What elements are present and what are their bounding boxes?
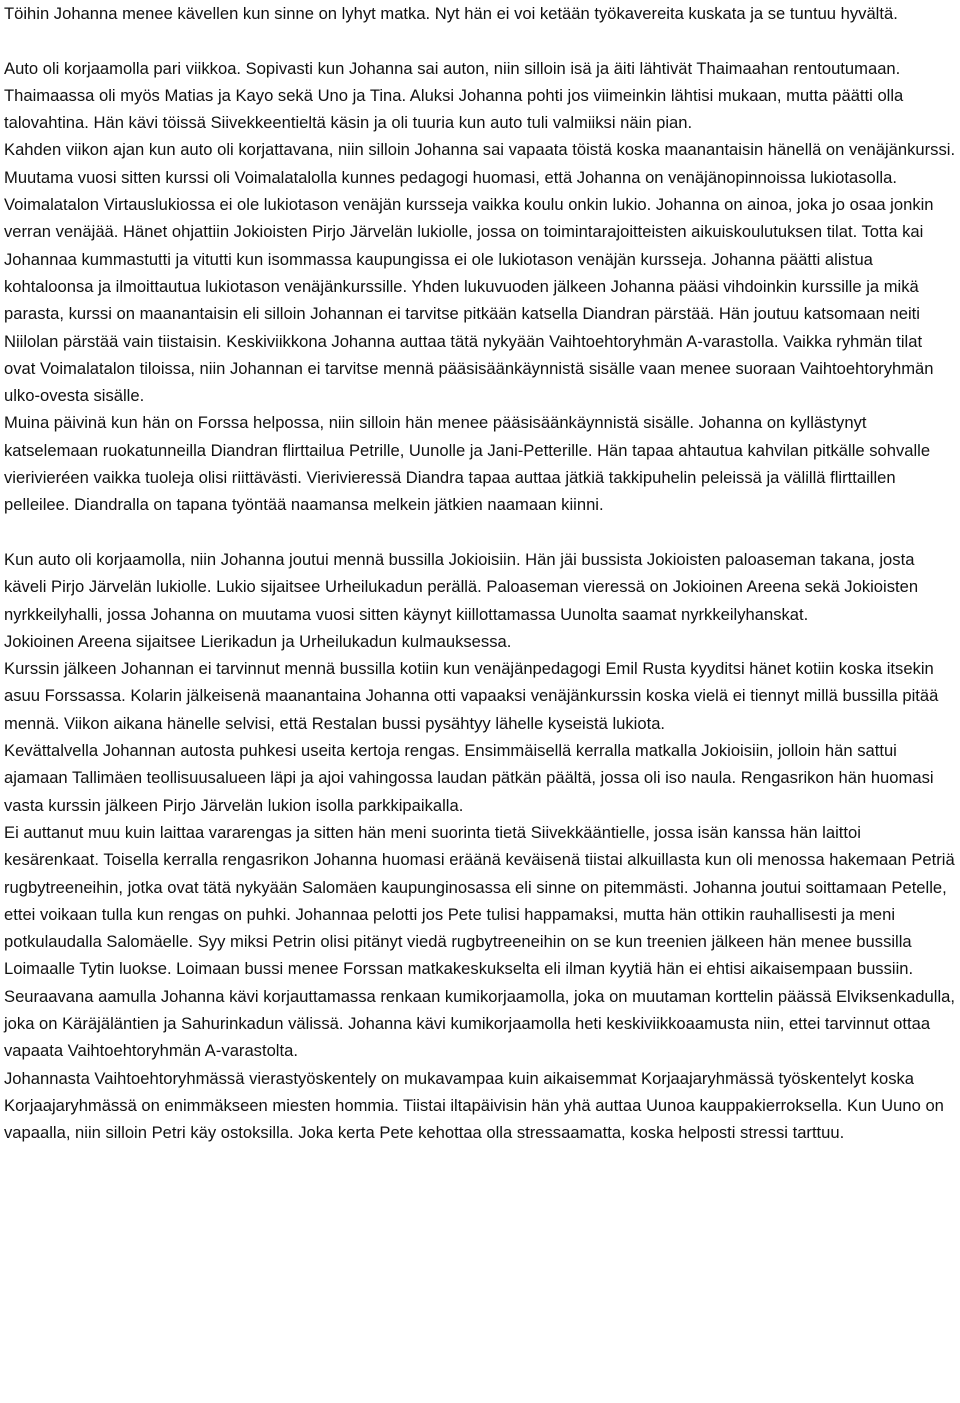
- paragraph-other-days: Muina päivinä kun hän on Forssa helpossa, niin silloin hän menee pääsisäänkäynnistä sisälle. Johanna on kyllästynyt katselemaan ruokatunneilla Diandran flirttailua Petrille, Uunolle ja Jani-Petterille. Hän tapaa ahtautua kahvilan pitkälle sohvalle vierivieréen vaikka tuoleja olisi riittävästi. Vierivieressä Diandra tapaa auttaa jätkiä takkipuhelin peleissä ja välillä flirttaillen pelleilee. Diandralla on tapana työntää naamansa melkein jätkien naamaan kiinni.: [4, 413, 931, 515]
- paragraph-work-group: Johannasta Vaihtoehtoryhmässä vierastyöskentely on mukavampaa kuin aikaisemmat Korjaajaryhmässä työskentelyt koska Korjaajaryhmässä on enimmäkseen miesten hommia. Tiistai iltapäivisin hän yhä auttaa Uunoa kauppakierroksella. Kun Uuno on vapaalla, niin silloin Petri käy ostoksilla. Joka kerta Pete kehottaa olla stressaamatta, koska helposti stressi tarttuu.: [4, 1068, 944, 1143]
- blank-line: [4, 519, 956, 546]
- paragraph-intro: Töihin Johanna menee kävellen kun sinne on lyhyt matka. Nyt hän ei voi ketään työkavereita kuskata ja se tuntuu hyvältä.: [4, 4, 898, 23]
- document-page: [4, 0, 956, 1146]
- paragraph-areena: Jokioinen Areena sijaitsee Lierikadun ja Urheilukadun kulmauksessa.: [4, 631, 512, 651]
- paragraph-bus-jokioinen: Kun auto oli korjaamolla, niin Johanna joutui mennä bussilla Jokioisiin. Hän jäi bussista Jokioisten paloaseman takana, josta käveli Pirjo Järvelän lukiolle. Lukio sijaitsee Urheilukadun perällä. Paloaseman vieressä on Jokioinen Areena sekä Jokioisten nyrkkeilyhalli, jossa Johanna on muutama vuosi sitten käynyt kiillottamassa Uunolta saamat nyrkkeilyhanskat.: [4, 549, 919, 624]
- paragraph-after-course: Kurssin jälkeen Johannan ei tarvinnut mennä bussilla kotiin kun venäjänpedagogi Emil Rusta kyyditsi hänet kotiin koska itsekin asuu Forssassa. Kolarin jälkeisenä maanantaina Johanna otti vapaaksi venäjänkurssin koska vielä ei tiennyt millä bussilla pitää mennä. Viikon aikana hänelle selvisi, että Restalan bussi pysähtyy lähelle kyseistä lukiota.: [4, 659, 939, 733]
- paragraph-flat-tires: Kevättalvella Johannan autosta puhkesi useita kertoja rengas. Ensimmäisellä kerralla matkalla Jokioisiin, jolloin hän sattui ajamaan Tallimäen teollisuusalueen läpi ja ajoi vahingossa laudan pätkän päältä, jossa oli iso naula. Rengasrikon hän huomasi vasta kurssin jälkeen Pirjo Järvelän lukion isolla parkkipaikalla.: [4, 741, 934, 815]
- blank-line: [4, 27, 956, 54]
- paragraph-car-repair: Auto oli korjaamolla pari viikkoa. Sopivasti kun Johanna sai auton, niin silloin isä ja äiti lähtivät Thaimaahan rentoutumaan. Thaimaassa oli myös Matias ja Kayo sekä Uno ja Tina. Aluksi Johanna pohti jos viimeinkin lähtisi mukaan, mutta päätti olla talovahtina. Hän kävi töissä Siivekkeentieltä käsin ja oli tuuria kun auto tuli valmiiksi näin pian.: [4, 58, 904, 133]
- paragraph-spare-tire: Ei auttanut muu kuin laittaa vararengas ja sitten hän meni suorinta tietä Siivekkääntielle, jossa isän kanssa hän laittoi kesärenkaat. Toisella kerralla rengasrikon Johanna huomasi eräänä keväisenä tiistai alkuillasta kun oli menossa hakemaan Petriä rugbytreeneihin, jotka ovat tätä nykyään Salomäen kaupunginosassa eli sinne on pitemmästi. Johanna joutui soittamaan Petelle, ettei voikaan tulla kun rengas on puhki. Johannaa pelotti jos Pete tulisi happamaksi, mutta hän ottikin rauhallisesti ja meni potkulaudalla Salomäelle. Syy miksi Petrin olisi pitänyt viedä rugbytreeneihin on se kun treenien jälkeen hän menee bussilla Loimaalle Tytin luokse. Loimaan bussi menee Forssan matkakeskukselta eli ilman kyytiä hän ei ehtisi aikaisempaan bussiin.: [4, 822, 955, 979]
- paragraph-next-morning: Seuraavana aamulla Johanna kävi korjauttamassa renkaan kumikorjaamolla, joka on muutaman korttelin päässä Elviksenkadulla, joka on Käräjäläntien ja Sahurinkadun välissä. Johanna kävi kumikorjaamolla heti keskiviikkoaamusta niin, ettei tarvinnut ottaa vapaata Vaihtoehtoryhmän A-varastolta.: [4, 986, 955, 1061]
- paragraph-russian-course: Kahden viikon ajan kun auto oli korjattavana, niin silloin Johanna sai vapaata töistä koska maanantaisin hänellä on venäjänkurssi. Muutama vuosi sitten kurssi oli Voimalatalolla kunnes pedagogi huomasi, että Johanna on venäjänopinnoissa lukiotasolla. Voimalatalon Virtauslukiossa ei ole lukiotason venäjän kursseja vaikka koulu onkin lukio. Johanna on ainoa, joka jo osaa jonkin verran venäjää. Hänet ohjattiin Jokioisten Pirjo Järvelän lukiolle, jossa on toimintarajoitteisten aikuiskoulutuksen tilat. Totta kai Johannaa kummastutti ja vitutti kun isommassa kaupungissa ei ole lukiotason venäjän kursseja. Johanna päätti alistua kohtaloonsa ja ilmoittautua lukiotason venäjänkurssille. Yhden lukuvuoden jälkeen Johanna pääsi vihdoinkin kurssille ja mikä parasta, kurssi on maanantaisin eli silloin Johannan ei tarvitse pitkään katsella Diandran pärstää. Hän joutuu katsomaan neiti Niilolan pärstää vain tiistaisin. Keskiviikkona Johanna auttaa tätä nykyään Vaihtoehtoryhmän A-varastolla. Vaikka ryhmän tilat ovat Voimalatalon tiloissa, niin Johannan ei tarvitse mennä pääsisäänkäynnistä sisälle vaan menee suoraan Vaihtoehtoryhmän ulko-ovesta sisälle.: [4, 140, 956, 406]
